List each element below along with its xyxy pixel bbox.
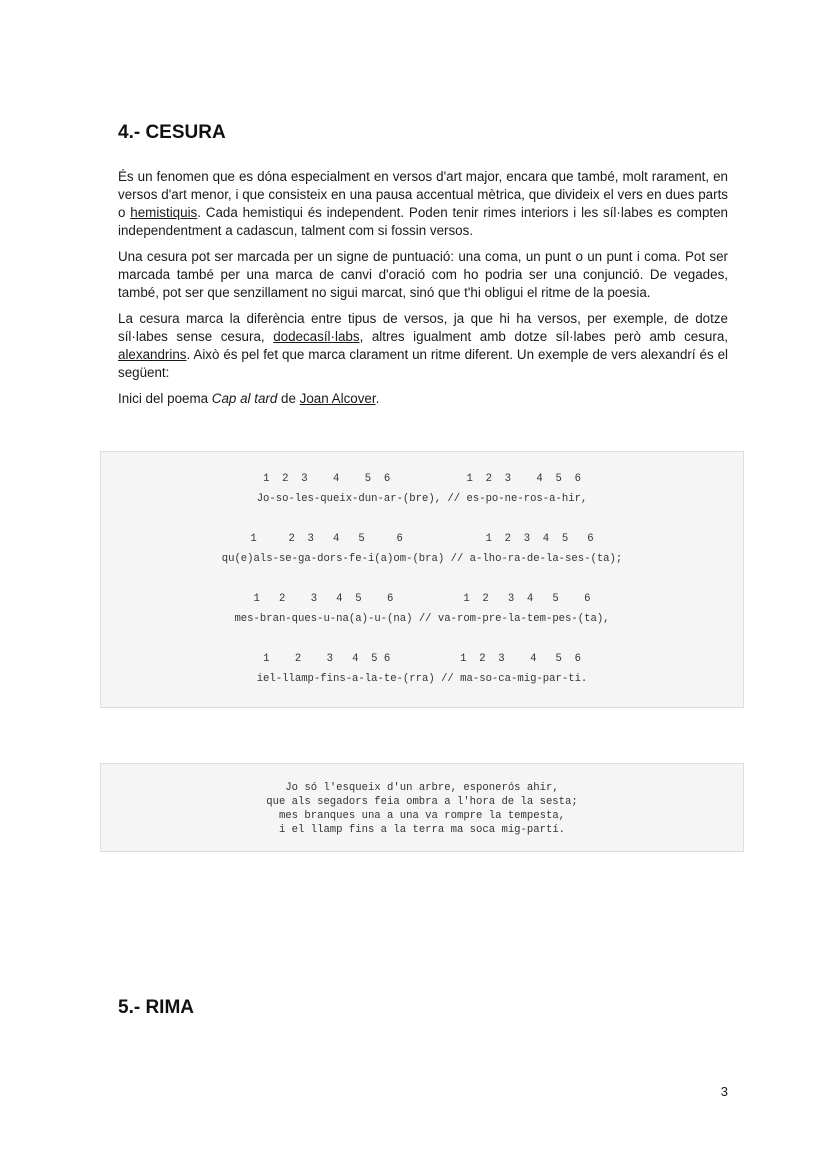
scansion-numbers: 1 2 3 4 5 6 1 2 3 4 5 6 [263, 473, 581, 485]
scansion-code-block [100, 451, 744, 708]
paragraph-3: La cesura marca la diferència entre tipus de versos, ja que hi ha versos, per exemple, de dotze síl·labes sense cesura, dodecasíl·labs, altres igualment amb dotze síl·labes però amb cesura, alexandrins. Això és pel fet que marca clarament un ritme diferent. Un exemple de vers alexandrí és el següent: [118, 311, 729, 380]
section-5-heading: 5.- RIMA [118, 997, 194, 1018]
paragraph-1: És un fenomen que es dóna especialment en versos d'art major, encara que també, molt rarament, en versos d'art menor, i que consisteix en una pausa accentual mètrica, que divideix el vers en dues parts o hemistiquis. Cada hemistiqui és independent. Poden tenir rimes interiors i les síl·labes es compten independentment a cadascun, talment com si fossin versos. [118, 169, 729, 238]
poem-line: que als segadors feia ombra a l'hora de la sesta; [266, 796, 578, 808]
poem-line: i el llamp fins a la terra ma soca mig-partí. [278, 824, 566, 836]
paragraph-4: Inici del poema Cap al tard de Joan Alcover. [118, 391, 380, 406]
poem-line: Jo só l'esqueix d'un arbre, esponerós ahir, [285, 782, 559, 794]
section-4-heading: 4.- CESURA [118, 122, 226, 143]
scansion-verse: iel-llamp-fins-a-la-te-(rra) // ma-so-ca-mig-par-ti. [256, 673, 588, 685]
link-joan-alcover[interactable]: Joan Alcover [299, 391, 376, 406]
scansion-numbers: 1 2 3 4 5 6 1 2 3 4 5 6 [250, 533, 594, 545]
paragraph-2: Una cesura pot ser marcada per un signe de puntuació: una coma, un punt o un punt i coma. Pot ser marcada també per una marca de canvi d'oració com ho podria ser una conjunció. De vegades, també, pot ser que senzillament no sigui marcat, sinó que t'hi obligui el ritme de la poesia. [118, 249, 728, 300]
poem-code-block [100, 763, 744, 852]
scansion-verse: Jo-so-les-queix-dun-ar-(bre), // es-po-ne-ros-a-hir, [256, 493, 588, 505]
poem-line: mes branques una a una va rompre la tempesta, [278, 810, 566, 822]
link-hemistiquis[interactable]: hemistiquis [130, 205, 198, 220]
poem-title: Cap al tard [211, 391, 278, 406]
link-alexandrins[interactable]: alexandrins [118, 347, 187, 362]
page-number: 3 [720, 1084, 728, 1099]
scansion-verse: mes-bran-ques-u-na(a)-u-(na) // va-rom-pre-la-tem-pes-(ta), [234, 613, 610, 625]
scansion-numbers: 1 2 3 4 5 6 1 2 3 4 5 6 [253, 593, 591, 605]
section-4-body [118, 168, 728, 416]
scansion-verse: qu(e)als-se-ga-dors-fe-i(a)om-(bra) // a-lho-ra-de-la-ses-(ta); [221, 553, 623, 565]
scansion-numbers: 1 2 3 4 5 6 1 2 3 4 5 6 [263, 653, 581, 665]
link-dodecasillabs[interactable]: dodecasíl·labs [273, 329, 360, 344]
